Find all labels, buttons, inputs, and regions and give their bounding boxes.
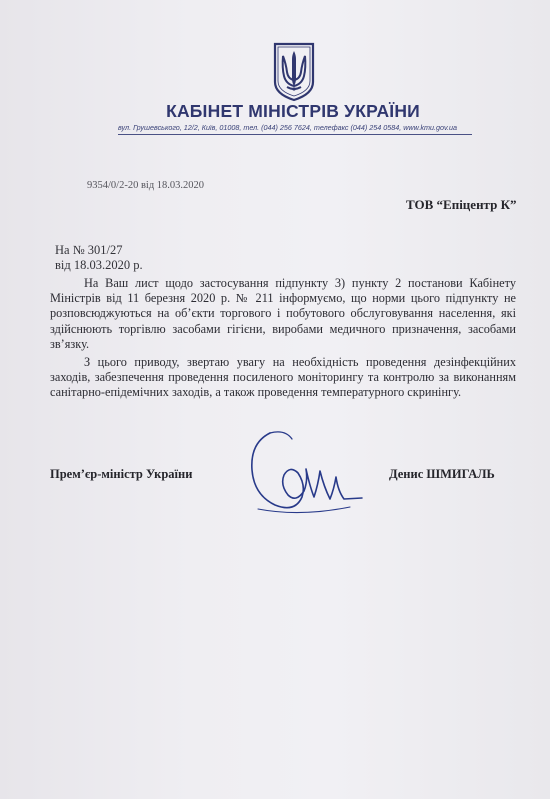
outgoing-date: від 18.03.2020	[140, 180, 205, 191]
organization-address: вул. Грушевського, 12/2, Київ, 01008, тел. (044) 256 7624, телефакс (044) 254 0584, www.kmu.gov.ua	[118, 123, 458, 132]
letter-body	[50, 276, 516, 404]
ukraine-trident-icon	[272, 42, 316, 102]
outgoing-reference	[87, 180, 204, 191]
reply-date: від 18.03.2020 р.	[55, 258, 143, 272]
reply-number: На № 301/27	[55, 243, 123, 257]
reply-reference	[55, 243, 143, 273]
recipient: ТОВ “Епіцентр К”	[406, 197, 517, 212]
handwritten-signature	[240, 425, 370, 520]
signatory-position: Прем’єр-міністр України	[50, 467, 193, 481]
body-paragraph: З цього приводу, звертаю увагу на необхідність проведення дезінфекційних заходів, забезпечення проведення посиленого моніторингу та контролю за виконанням санітарно-епідемічних заходів, а також проведення температурного скринінгу.	[50, 355, 516, 400]
body-paragraph: На Ваш лист щодо застосування підпункту 3) пункту 2 постанови Кабінету Міністрів від 11 березня 2020 р. № 211 інформуємо, що норми цього підпункту не розповсюджуються на об’єкти торгового і побутового обслуговування населення, які здійснюють торгівлю засобами гігієни, виробами медичного призначення, засобами зв’язку.	[50, 276, 516, 351]
outgoing-number: 9354/0/2-20	[87, 180, 139, 191]
signatory-name: Денис ШМИГАЛЬ	[389, 467, 495, 481]
letterhead-divider	[118, 134, 472, 135]
organization-name: КАБІНЕТ МІНІСТРІВ УКРАЇНИ	[166, 101, 420, 121]
